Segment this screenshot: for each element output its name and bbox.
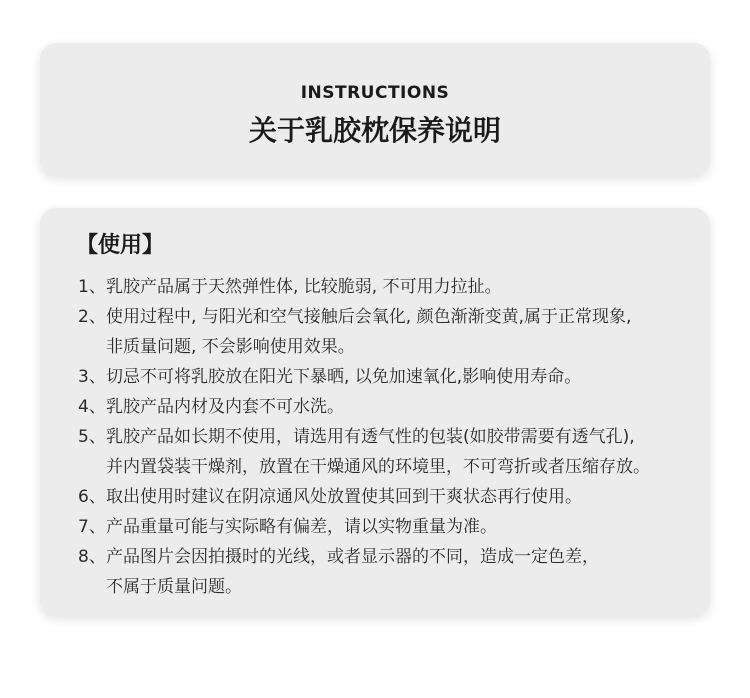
instruction-list [78, 272, 703, 602]
item-text [106, 422, 703, 482]
item-line: 乳胶产品如长期不使用，请选用有透气性的包装(如胶带需要有透气孔), [106, 427, 635, 447]
list-item [78, 362, 703, 392]
item-number: 5、 [78, 427, 106, 447]
list-item [78, 422, 703, 482]
list-item [78, 302, 703, 362]
list-item [78, 392, 703, 422]
item-number: 7、 [78, 517, 106, 537]
item-number: 4、 [78, 397, 106, 417]
item-line: 产品图片会因拍摄时的光线，或者显示器的不同，造成一定色差， [106, 547, 599, 567]
item-line: 取出使用时建议在阴凉通风处放置使其回到干爽状态再行使用。 [106, 487, 582, 507]
item-text [106, 512, 703, 542]
section-heading: 【使用】 [76, 233, 165, 258]
item-line: 切忌不可将乳胶放在阳光下暴晒, 以免加速氧化,影响使用寿命。 [106, 367, 582, 387]
item-number: 6、 [78, 487, 106, 507]
item-text [106, 272, 703, 302]
item-number: 8、 [78, 547, 106, 567]
instructions-card [40, 208, 710, 616]
item-number: 1、 [78, 277, 106, 297]
item-text [106, 392, 703, 422]
item-line: 乳胶产品属于天然弹性体, 比较脆弱, 不可用力拉扯。 [106, 277, 502, 297]
list-item [78, 272, 703, 302]
item-line: 不属于质量问题。 [106, 577, 242, 597]
list-item [78, 542, 703, 602]
item-line: 使用过程中, 与阳光和空气接触后会氧化, 颜色渐渐变黄,属于正常现象, [106, 307, 632, 327]
item-text [106, 482, 703, 512]
list-item [78, 482, 703, 512]
page-title: 关于乳胶枕保养说明 [248, 114, 501, 147]
item-line: 并内置袋装干燥剂，放置在干燥通风的环境里，不可弯折或者压缩存放。 [106, 457, 650, 477]
english-title: INSTRUCTIONS [300, 83, 450, 103]
item-line: 产品重量可能与实际略有偏差，请以实物重量为准。 [106, 517, 497, 537]
item-line: 乳胶产品内材及内套不可水洗。 [106, 397, 344, 417]
item-text [106, 302, 703, 362]
item-text [106, 362, 703, 392]
item-line: 非质量问题, 不会影响使用效果。 [106, 337, 355, 357]
item-number: 3、 [78, 367, 106, 387]
item-number: 2、 [78, 307, 106, 327]
title-card [40, 43, 710, 176]
item-text [106, 542, 703, 602]
list-item [78, 512, 703, 542]
